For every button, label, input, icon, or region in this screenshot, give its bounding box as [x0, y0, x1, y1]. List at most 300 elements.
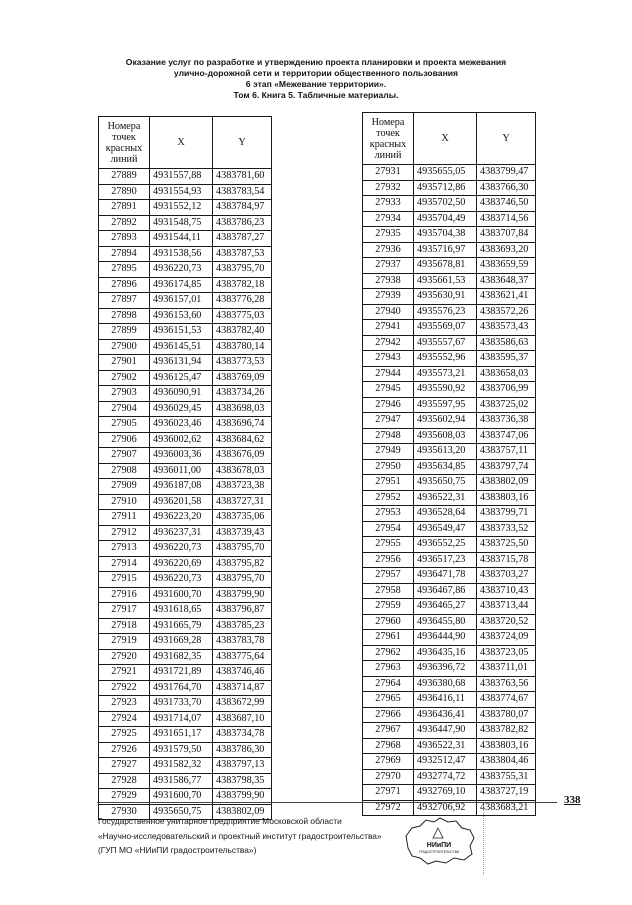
table-row	[99, 510, 272, 526]
y-coordinate-cell: 4383799,90	[213, 587, 272, 603]
x-coordinate-cell: 4936003,36	[150, 448, 213, 464]
table-row	[99, 355, 272, 371]
point-number-cell: 27936	[363, 242, 414, 258]
x-coordinate-cell: 4935712,86	[414, 180, 477, 196]
x-coordinate-cell: 4931582,32	[150, 758, 213, 774]
table-row	[99, 587, 272, 603]
table-row	[99, 215, 272, 231]
point-number-cell: 27901	[99, 355, 150, 371]
x-coordinate-cell: 4931538,56	[150, 246, 213, 262]
x-coordinate-cell: 4935573,21	[414, 366, 477, 382]
table-row	[363, 537, 536, 553]
table-row	[99, 169, 272, 185]
y-coordinate-cell: 4383802,09	[213, 804, 272, 820]
y-coordinate-cell: 4383795,70	[213, 262, 272, 278]
y-coordinate-cell: 4383757,11	[477, 444, 536, 460]
point-number-cell: 27904	[99, 401, 150, 417]
y-coordinate-cell: 4383572,26	[477, 304, 536, 320]
point-number-cell: 27916	[99, 587, 150, 603]
footer-divider	[97, 802, 557, 803]
table-row	[99, 231, 272, 247]
table-row	[363, 475, 536, 491]
table-row	[363, 521, 536, 537]
x-coordinate-cell: 4932774,72	[414, 769, 477, 785]
y-coordinate-cell: 4383658,03	[477, 366, 536, 382]
x-coordinate-cell: 4936396,72	[414, 661, 477, 677]
table-row	[363, 568, 536, 584]
x-coordinate-cell: 4931579,50	[150, 742, 213, 758]
point-number-cell: 27955	[363, 537, 414, 553]
y-coordinate-cell: 4383803,16	[477, 738, 536, 754]
y-coordinate-cell: 4383746,50	[477, 196, 536, 212]
point-number-cell: 27930	[99, 804, 150, 820]
y-coordinate-cell: 4383739,43	[213, 525, 272, 541]
y-coordinate-cell: 4383775,03	[213, 308, 272, 324]
y-coordinate-cell: 4383714,56	[477, 211, 536, 227]
table-row	[363, 165, 536, 181]
y-coordinate-cell: 4383684,62	[213, 432, 272, 448]
y-coordinate-cell: 4383678,03	[213, 463, 272, 479]
x-coordinate-cell: 4935557,67	[414, 335, 477, 351]
x-coordinate-cell: 4936416,11	[414, 692, 477, 708]
table-row	[99, 603, 272, 619]
table-row	[99, 696, 272, 712]
x-coordinate-cell: 4931600,70	[150, 789, 213, 805]
x-coordinate-cell: 4935576,23	[414, 304, 477, 320]
header-line-4: Том 6. Книга 5. Табличные материалы.	[233, 90, 399, 100]
point-number-cell: 27910	[99, 494, 150, 510]
y-coordinate-cell: 4383787,53	[213, 246, 272, 262]
point-number-cell: 27954	[363, 521, 414, 537]
y-coordinate-cell: 4383799,71	[477, 506, 536, 522]
column-header-point-number: Номера точек красных линий	[363, 113, 414, 165]
y-coordinate-cell: 4383795,82	[213, 556, 272, 572]
logo-text: НИиПИ	[426, 842, 452, 849]
x-coordinate-cell: 4935613,20	[414, 444, 477, 460]
x-coordinate-cell: 4935655,05	[414, 165, 477, 181]
y-coordinate-cell: 4383785,23	[213, 618, 272, 634]
y-coordinate-cell: 4383784,97	[213, 200, 272, 216]
table-row	[99, 324, 272, 340]
table-row	[363, 366, 536, 382]
table-row	[363, 351, 536, 367]
y-coordinate-cell: 4383798,35	[213, 773, 272, 789]
page-number: 338	[564, 794, 581, 806]
point-number-cell: 27892	[99, 215, 150, 231]
point-number-cell: 27959	[363, 599, 414, 615]
point-number-cell: 27967	[363, 723, 414, 739]
x-coordinate-cell: 4936220,73	[150, 262, 213, 278]
y-coordinate-cell: 4383755,31	[477, 769, 536, 785]
point-number-cell: 27905	[99, 417, 150, 433]
x-coordinate-cell: 4936174,85	[150, 277, 213, 293]
point-number-cell: 27970	[363, 769, 414, 785]
x-coordinate-cell: 4936471,78	[414, 568, 477, 584]
table-row	[363, 676, 536, 692]
point-number-cell: 27946	[363, 397, 414, 413]
table-row	[99, 634, 272, 650]
y-coordinate-cell: 4383781,60	[213, 169, 272, 185]
x-coordinate-cell: 4931721,89	[150, 665, 213, 681]
y-coordinate-cell: 4383735,06	[213, 510, 272, 526]
y-coordinate-cell: 4383773,53	[213, 355, 272, 371]
table-row	[363, 258, 536, 274]
point-number-cell: 27937	[363, 258, 414, 274]
table-row	[99, 339, 272, 355]
table-row	[99, 262, 272, 278]
x-coordinate-cell: 4936447,90	[414, 723, 477, 739]
institute-logo-icon	[398, 816, 480, 866]
y-coordinate-cell: 4383780,14	[213, 339, 272, 355]
table-row	[99, 572, 272, 588]
x-coordinate-cell: 4936435,16	[414, 645, 477, 661]
point-number-cell: 27909	[99, 479, 150, 495]
point-number-cell: 27893	[99, 231, 150, 247]
org-line-2: «Научно-исследовательский и проектный институт градостроительства»	[98, 830, 382, 841]
x-coordinate-cell: 4936465,27	[414, 599, 477, 615]
column-header-y: Y	[213, 117, 272, 169]
table-row	[99, 680, 272, 696]
y-coordinate-cell: 4383786,30	[213, 742, 272, 758]
y-coordinate-cell: 4383720,52	[477, 614, 536, 630]
point-number-cell: 27889	[99, 169, 150, 185]
x-coordinate-cell: 4931651,17	[150, 727, 213, 743]
table-row	[363, 320, 536, 336]
point-number-cell: 27941	[363, 320, 414, 336]
point-number-cell: 27942	[363, 335, 414, 351]
x-coordinate-cell: 4931586,77	[150, 773, 213, 789]
table-row	[99, 417, 272, 433]
point-number-cell: 27918	[99, 618, 150, 634]
x-coordinate-cell: 4931733,70	[150, 696, 213, 712]
point-number-cell: 27957	[363, 568, 414, 584]
x-coordinate-cell: 4936090,91	[150, 386, 213, 402]
table-row	[363, 738, 536, 754]
point-number-cell: 27897	[99, 293, 150, 309]
y-coordinate-cell: 4383727,19	[477, 785, 536, 801]
table-row	[363, 196, 536, 212]
table-row	[363, 785, 536, 801]
point-number-cell: 27965	[363, 692, 414, 708]
y-coordinate-cell: 4383733,52	[477, 521, 536, 537]
table-row	[99, 727, 272, 743]
table-row	[363, 382, 536, 398]
x-coordinate-cell: 4936467,86	[414, 583, 477, 599]
table-row	[363, 661, 536, 677]
x-coordinate-cell: 4936455,80	[414, 614, 477, 630]
point-number-cell: 27891	[99, 200, 150, 216]
table-row	[99, 773, 272, 789]
point-number-cell: 27926	[99, 742, 150, 758]
y-coordinate-cell: 4383573,43	[477, 320, 536, 336]
header-line-3: 6 этап «Межевание территории».	[245, 79, 387, 89]
y-coordinate-cell: 4383707,84	[477, 227, 536, 243]
x-coordinate-cell: 4936125,47	[150, 370, 213, 386]
point-number-cell: 27949	[363, 444, 414, 460]
table-row	[99, 370, 272, 386]
y-coordinate-cell: 4383734,78	[213, 727, 272, 743]
point-number-cell: 27934	[363, 211, 414, 227]
y-coordinate-cell: 4383786,23	[213, 215, 272, 231]
point-number-cell: 27917	[99, 603, 150, 619]
y-coordinate-cell: 4383804,46	[477, 754, 536, 770]
table-row	[99, 541, 272, 557]
x-coordinate-cell: 4936517,23	[414, 552, 477, 568]
x-coordinate-cell: 4936380,68	[414, 676, 477, 692]
x-coordinate-cell: 4935597,95	[414, 397, 477, 413]
table-row	[99, 665, 272, 681]
point-number-cell: 27912	[99, 525, 150, 541]
table-row	[363, 242, 536, 258]
y-coordinate-cell: 4383710,43	[477, 583, 536, 599]
point-number-cell: 27913	[99, 541, 150, 557]
y-coordinate-cell: 4383703,27	[477, 568, 536, 584]
y-coordinate-cell: 4383783,54	[213, 184, 272, 200]
column-header-x: X	[414, 113, 477, 165]
point-number-cell: 27923	[99, 696, 150, 712]
y-coordinate-cell: 4383696,74	[213, 417, 272, 433]
x-coordinate-cell: 4936436,41	[414, 707, 477, 723]
table-row	[363, 227, 536, 243]
y-coordinate-cell: 4383802,09	[477, 475, 536, 491]
table-row	[99, 277, 272, 293]
y-coordinate-cell: 4383797,13	[213, 758, 272, 774]
y-coordinate-cell: 4383714,87	[213, 680, 272, 696]
table-row	[99, 742, 272, 758]
table-row	[363, 397, 536, 413]
x-coordinate-cell: 4935716,97	[414, 242, 477, 258]
point-number-cell: 27961	[363, 630, 414, 646]
table-row	[363, 428, 536, 444]
table-row	[99, 618, 272, 634]
y-coordinate-cell: 4383746,46	[213, 665, 272, 681]
document-header	[0, 57, 632, 101]
y-coordinate-cell: 4383799,90	[213, 789, 272, 805]
y-coordinate-cell: 4383725,02	[477, 397, 536, 413]
point-number-cell: 27958	[363, 583, 414, 599]
point-number-cell: 27902	[99, 370, 150, 386]
margin-line	[483, 805, 484, 875]
x-coordinate-cell: 4935552,96	[414, 351, 477, 367]
x-coordinate-cell: 4932769,10	[414, 785, 477, 801]
organization-block	[98, 814, 382, 858]
y-coordinate-cell: 4383586,63	[477, 335, 536, 351]
table-row	[363, 769, 536, 785]
y-coordinate-cell: 4383693,20	[477, 242, 536, 258]
x-coordinate-cell: 4931552,12	[150, 200, 213, 216]
coordinates-table-left	[98, 116, 272, 820]
y-coordinate-cell: 4383782,82	[477, 723, 536, 739]
x-coordinate-cell: 4936237,31	[150, 525, 213, 541]
point-number-cell: 27906	[99, 432, 150, 448]
table-row	[99, 401, 272, 417]
x-coordinate-cell: 4936157,01	[150, 293, 213, 309]
point-number-cell: 27938	[363, 273, 414, 289]
table-row	[363, 490, 536, 506]
table-row	[363, 645, 536, 661]
x-coordinate-cell: 4931618,65	[150, 603, 213, 619]
table-row	[363, 444, 536, 460]
y-coordinate-cell: 4383776,28	[213, 293, 272, 309]
table-row	[363, 552, 536, 568]
x-coordinate-cell: 4936153,60	[150, 308, 213, 324]
x-coordinate-cell: 4936522,31	[414, 490, 477, 506]
x-coordinate-cell: 4936011,00	[150, 463, 213, 479]
point-number-cell: 27971	[363, 785, 414, 801]
y-coordinate-cell: 4383711,01	[477, 661, 536, 677]
table-row	[363, 630, 536, 646]
y-coordinate-cell: 4383787,27	[213, 231, 272, 247]
table-row	[99, 463, 272, 479]
table-row	[99, 525, 272, 541]
x-coordinate-cell: 4931544,11	[150, 231, 213, 247]
x-coordinate-cell: 4936444,90	[414, 630, 477, 646]
y-coordinate-cell: 4383727,31	[213, 494, 272, 510]
table-row	[363, 413, 536, 429]
x-coordinate-cell: 4936220,73	[150, 541, 213, 557]
point-number-cell: 27919	[99, 634, 150, 650]
table-row	[363, 506, 536, 522]
point-number-cell: 27939	[363, 289, 414, 305]
point-number-cell: 27932	[363, 180, 414, 196]
logo-subtext: ГРАДОСТРОИТЕЛЬСТВА	[418, 850, 460, 854]
point-number-cell: 27911	[99, 510, 150, 526]
point-number-cell: 27890	[99, 184, 150, 200]
point-number-cell: 27969	[363, 754, 414, 770]
point-number-cell: 27899	[99, 324, 150, 340]
point-number-cell: 27947	[363, 413, 414, 429]
x-coordinate-cell: 4935590,92	[414, 382, 477, 398]
y-coordinate-cell: 4383747,06	[477, 428, 536, 444]
coordinates-table-right	[362, 112, 536, 816]
y-coordinate-cell: 4383723,05	[477, 645, 536, 661]
y-coordinate-cell: 4383676,09	[213, 448, 272, 464]
table-row	[363, 754, 536, 770]
point-number-cell: 27903	[99, 386, 150, 402]
column-header-y: Y	[477, 113, 536, 165]
table-row	[363, 723, 536, 739]
point-number-cell: 27953	[363, 506, 414, 522]
x-coordinate-cell: 4936002,62	[150, 432, 213, 448]
x-coordinate-cell: 4935702,50	[414, 196, 477, 212]
x-coordinate-cell: 4936131,94	[150, 355, 213, 371]
column-header-x: X	[150, 117, 213, 169]
y-coordinate-cell: 4383782,18	[213, 277, 272, 293]
x-coordinate-cell: 4935608,03	[414, 428, 477, 444]
table-row	[99, 711, 272, 727]
y-coordinate-cell: 4383659,59	[477, 258, 536, 274]
x-coordinate-cell: 4935704,49	[414, 211, 477, 227]
y-coordinate-cell: 4383803,16	[477, 490, 536, 506]
x-coordinate-cell: 4936220,69	[150, 556, 213, 572]
table-row	[99, 386, 272, 402]
point-number-cell: 27908	[99, 463, 150, 479]
point-number-cell: 27914	[99, 556, 150, 572]
table-row	[99, 184, 272, 200]
point-number-cell: 27922	[99, 680, 150, 696]
x-coordinate-cell: 4935650,75	[414, 475, 477, 491]
table-row	[99, 308, 272, 324]
point-number-cell: 27960	[363, 614, 414, 630]
y-coordinate-cell: 4383621,41	[477, 289, 536, 305]
x-coordinate-cell: 4931554,93	[150, 184, 213, 200]
table-row	[99, 200, 272, 216]
x-coordinate-cell: 4931548,75	[150, 215, 213, 231]
point-number-cell: 27925	[99, 727, 150, 743]
y-coordinate-cell: 4383648,37	[477, 273, 536, 289]
point-number-cell: 27964	[363, 676, 414, 692]
x-coordinate-cell: 4936151,53	[150, 324, 213, 340]
x-coordinate-cell: 4931714,07	[150, 711, 213, 727]
point-number-cell: 27894	[99, 246, 150, 262]
x-coordinate-cell: 4936223,20	[150, 510, 213, 526]
x-coordinate-cell: 4936145,51	[150, 339, 213, 355]
point-number-cell: 27940	[363, 304, 414, 320]
x-coordinate-cell: 4931669,28	[150, 634, 213, 650]
table-row	[99, 556, 272, 572]
table-row	[99, 758, 272, 774]
point-number-cell: 27948	[363, 428, 414, 444]
table-row	[99, 479, 272, 495]
point-number-cell: 27945	[363, 382, 414, 398]
table-row	[99, 293, 272, 309]
point-number-cell: 27915	[99, 572, 150, 588]
y-coordinate-cell: 4383715,78	[477, 552, 536, 568]
y-coordinate-cell: 4383763,56	[477, 676, 536, 692]
org-line-1: Государственное унитарное предприятие Московской области	[98, 816, 342, 826]
y-coordinate-cell: 4383672,99	[213, 696, 272, 712]
point-number-cell: 27898	[99, 308, 150, 324]
point-number-cell: 27895	[99, 262, 150, 278]
point-number-cell: 27950	[363, 459, 414, 475]
point-number-cell: 27929	[99, 789, 150, 805]
point-number-cell: 27900	[99, 339, 150, 355]
point-number-cell: 27972	[363, 800, 414, 816]
point-number-cell: 27924	[99, 711, 150, 727]
point-number-cell: 27935	[363, 227, 414, 243]
y-coordinate-cell: 4383780,07	[477, 707, 536, 723]
y-coordinate-cell: 4383595,37	[477, 351, 536, 367]
x-coordinate-cell: 4931682,35	[150, 649, 213, 665]
y-coordinate-cell: 4383706,99	[477, 382, 536, 398]
table-row	[363, 211, 536, 227]
table-row	[99, 494, 272, 510]
x-coordinate-cell: 4935634,85	[414, 459, 477, 475]
point-number-cell: 27921	[99, 665, 150, 681]
y-coordinate-cell: 4383698,03	[213, 401, 272, 417]
table-row	[99, 649, 272, 665]
table-row	[99, 246, 272, 262]
x-coordinate-cell: 4936023,46	[150, 417, 213, 433]
y-coordinate-cell: 4383774,67	[477, 692, 536, 708]
y-coordinate-cell: 4383713,44	[477, 599, 536, 615]
y-coordinate-cell: 4383725,50	[477, 537, 536, 553]
y-coordinate-cell: 4383796,87	[213, 603, 272, 619]
table-row	[363, 692, 536, 708]
y-coordinate-cell: 4383795,70	[213, 572, 272, 588]
y-coordinate-cell: 4383683,21	[477, 800, 536, 816]
point-number-cell: 27943	[363, 351, 414, 367]
x-coordinate-cell: 4931600,70	[150, 587, 213, 603]
x-coordinate-cell: 4936528,64	[414, 506, 477, 522]
table-row	[99, 432, 272, 448]
point-number-cell: 27963	[363, 661, 414, 677]
point-number-cell: 27956	[363, 552, 414, 568]
table-row	[363, 459, 536, 475]
x-coordinate-cell: 4936201,58	[150, 494, 213, 510]
x-coordinate-cell: 4936029,45	[150, 401, 213, 417]
table-row	[363, 614, 536, 630]
